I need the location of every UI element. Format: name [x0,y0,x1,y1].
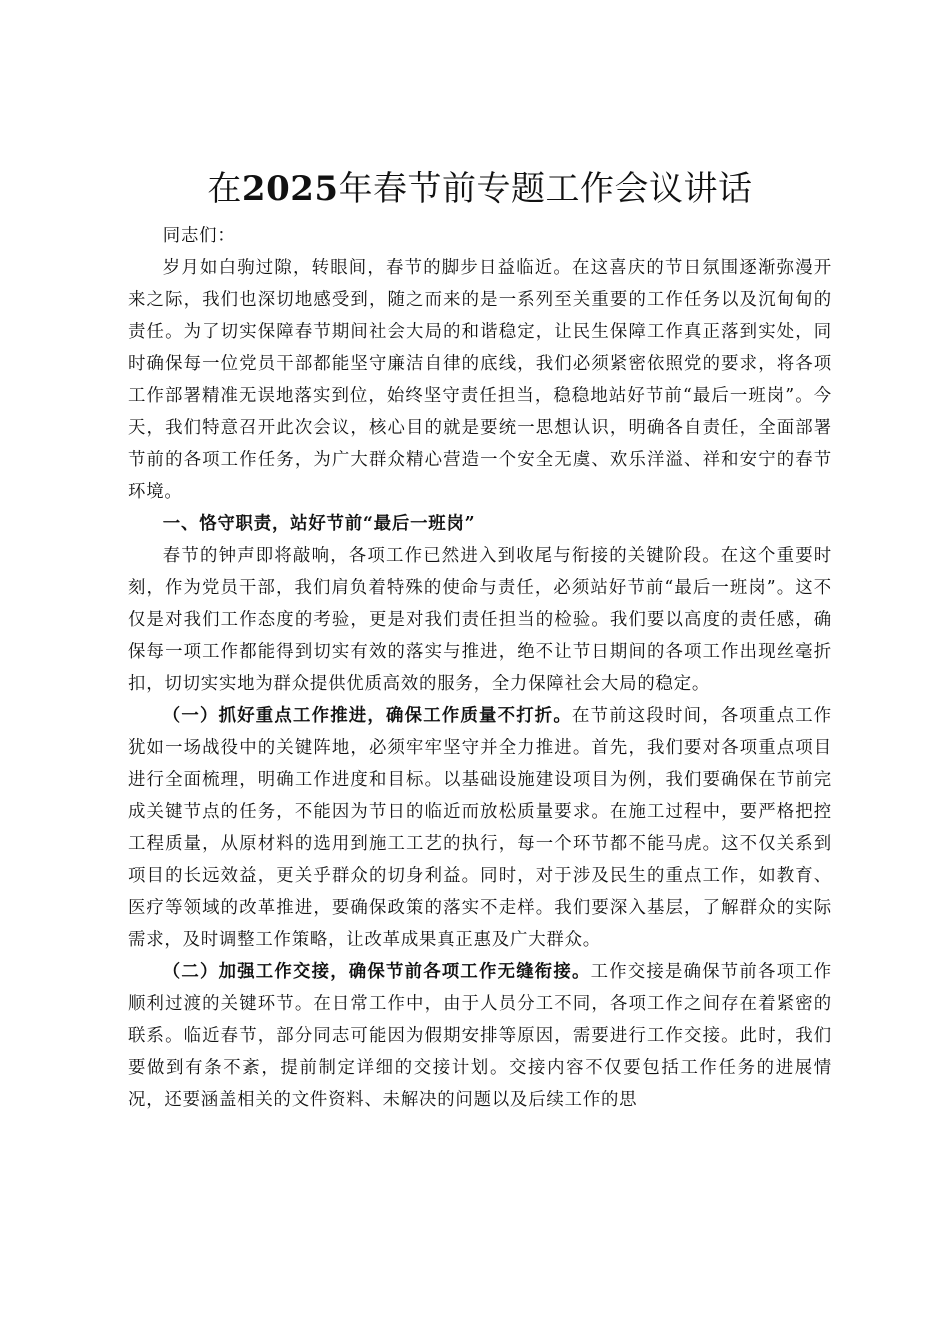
salutation: 同志们： [162,226,236,246]
subsection-1-paragraph [128,700,832,956]
subsection-1-lead: （一）抓好重点工作推进，确保工作质量不打折。 [162,706,572,726]
title-prefix: 在 [207,169,242,209]
title-year: 2025 [241,169,339,209]
title-suffix: 年春节前专题工作会议讲话 [338,169,753,209]
subsection-2-body: 工作交接是确保节前各项工作顺利过渡的关键环节。在日常工作中，由于人员分工不同，各项工作之间存在着紧密的联系。临近春节，部分同志可能因为假期安排等原因，需要进行工作交接。此时，我们要做到有条不紊，提前制定详细的交接计划。交接内容不仅要包括工作任务的进展情况，还要涵盖相关的文件资料、未解决的问题以及后续工作的思 [128,962,833,1110]
document-page [128,160,832,1116]
subsection-2-lead: （二）加强工作交接，确保节前各项工作无缝衔接。 [162,962,591,982]
section-1-paragraph: 春节的钟声即将敲响，各项工作已然进入到收尾与衔接的关键阶段。在这个重要时刻，作为党员干部，我们肩负着特殊的使命与责任，必须站好节前“最后一班岗”。这不仅是对我们工作态度的考验，更是对我们责任担当的检验。我们要以高度的责任感，确保每一项工作都能得到切实有效的落实与推进，绝不让节日期间的各项工作出现丝毫折扣，切切实实地为群众提供优质高效的服务，全力保障社会大局的稳定。 [128,546,832,694]
section-1-heading: 一、恪守职责，站好节前“最后一班岗” [162,514,476,534]
intro-paragraph: 岁月如白驹过隙，转眼间，春节的脚步日益临近。在这喜庆的节日氛围逐渐弥漫开来之际，我们也深切地感受到，随之而来的是一系列至关重要的工作任务以及沉甸甸的责任。为了切实保障春节期间社会大局的和谐稳定，让民生保障工作真正落到实处，同时确保每一位党员干部都能坚守廉洁自律的底线，我们必须紧密依照党的要求，将各项工作部署精准无误地落实到位，始终坚守责任担当，稳稳地站好节前“最后一班岗”。今天，我们特意召开此次会议，核心目的就是要统一思想认识，明确各自责任，全面部署节前的各项工作任务，为广大群众精心营造一个安全无虞、欢乐洋溢、祥和安宁的春节环境。 [128,258,832,502]
document-title [128,160,832,218]
subsection-1-body: 在节前这段时间，各项重点工作犹如一场战役中的关键阵地，必须牢牢坚守并全力推进。首先，我们要对各项重点项目进行全面梳理，明确工作进度和目标。以基础设施建设项目为例，我们要确保在节前完成关键节点的任务，不能因为节日的临近而放松质量要求。在施工过程中，要严格把控工程质量，从原材料的选用到施工工艺的执行，每一个环节都不能马虎。这不仅关系到项目的长远效益，更关乎群众的切身利益。同时，对于涉及民生的重点工作，如教育、医疗等领域的改革推进，要确保政策的落实不走样。我们要深入基层，了解群众的实际需求，及时调整工作策略，让改革成果真正惠及广大群众。 [128,706,832,950]
subsection-2-paragraph [128,956,832,1116]
